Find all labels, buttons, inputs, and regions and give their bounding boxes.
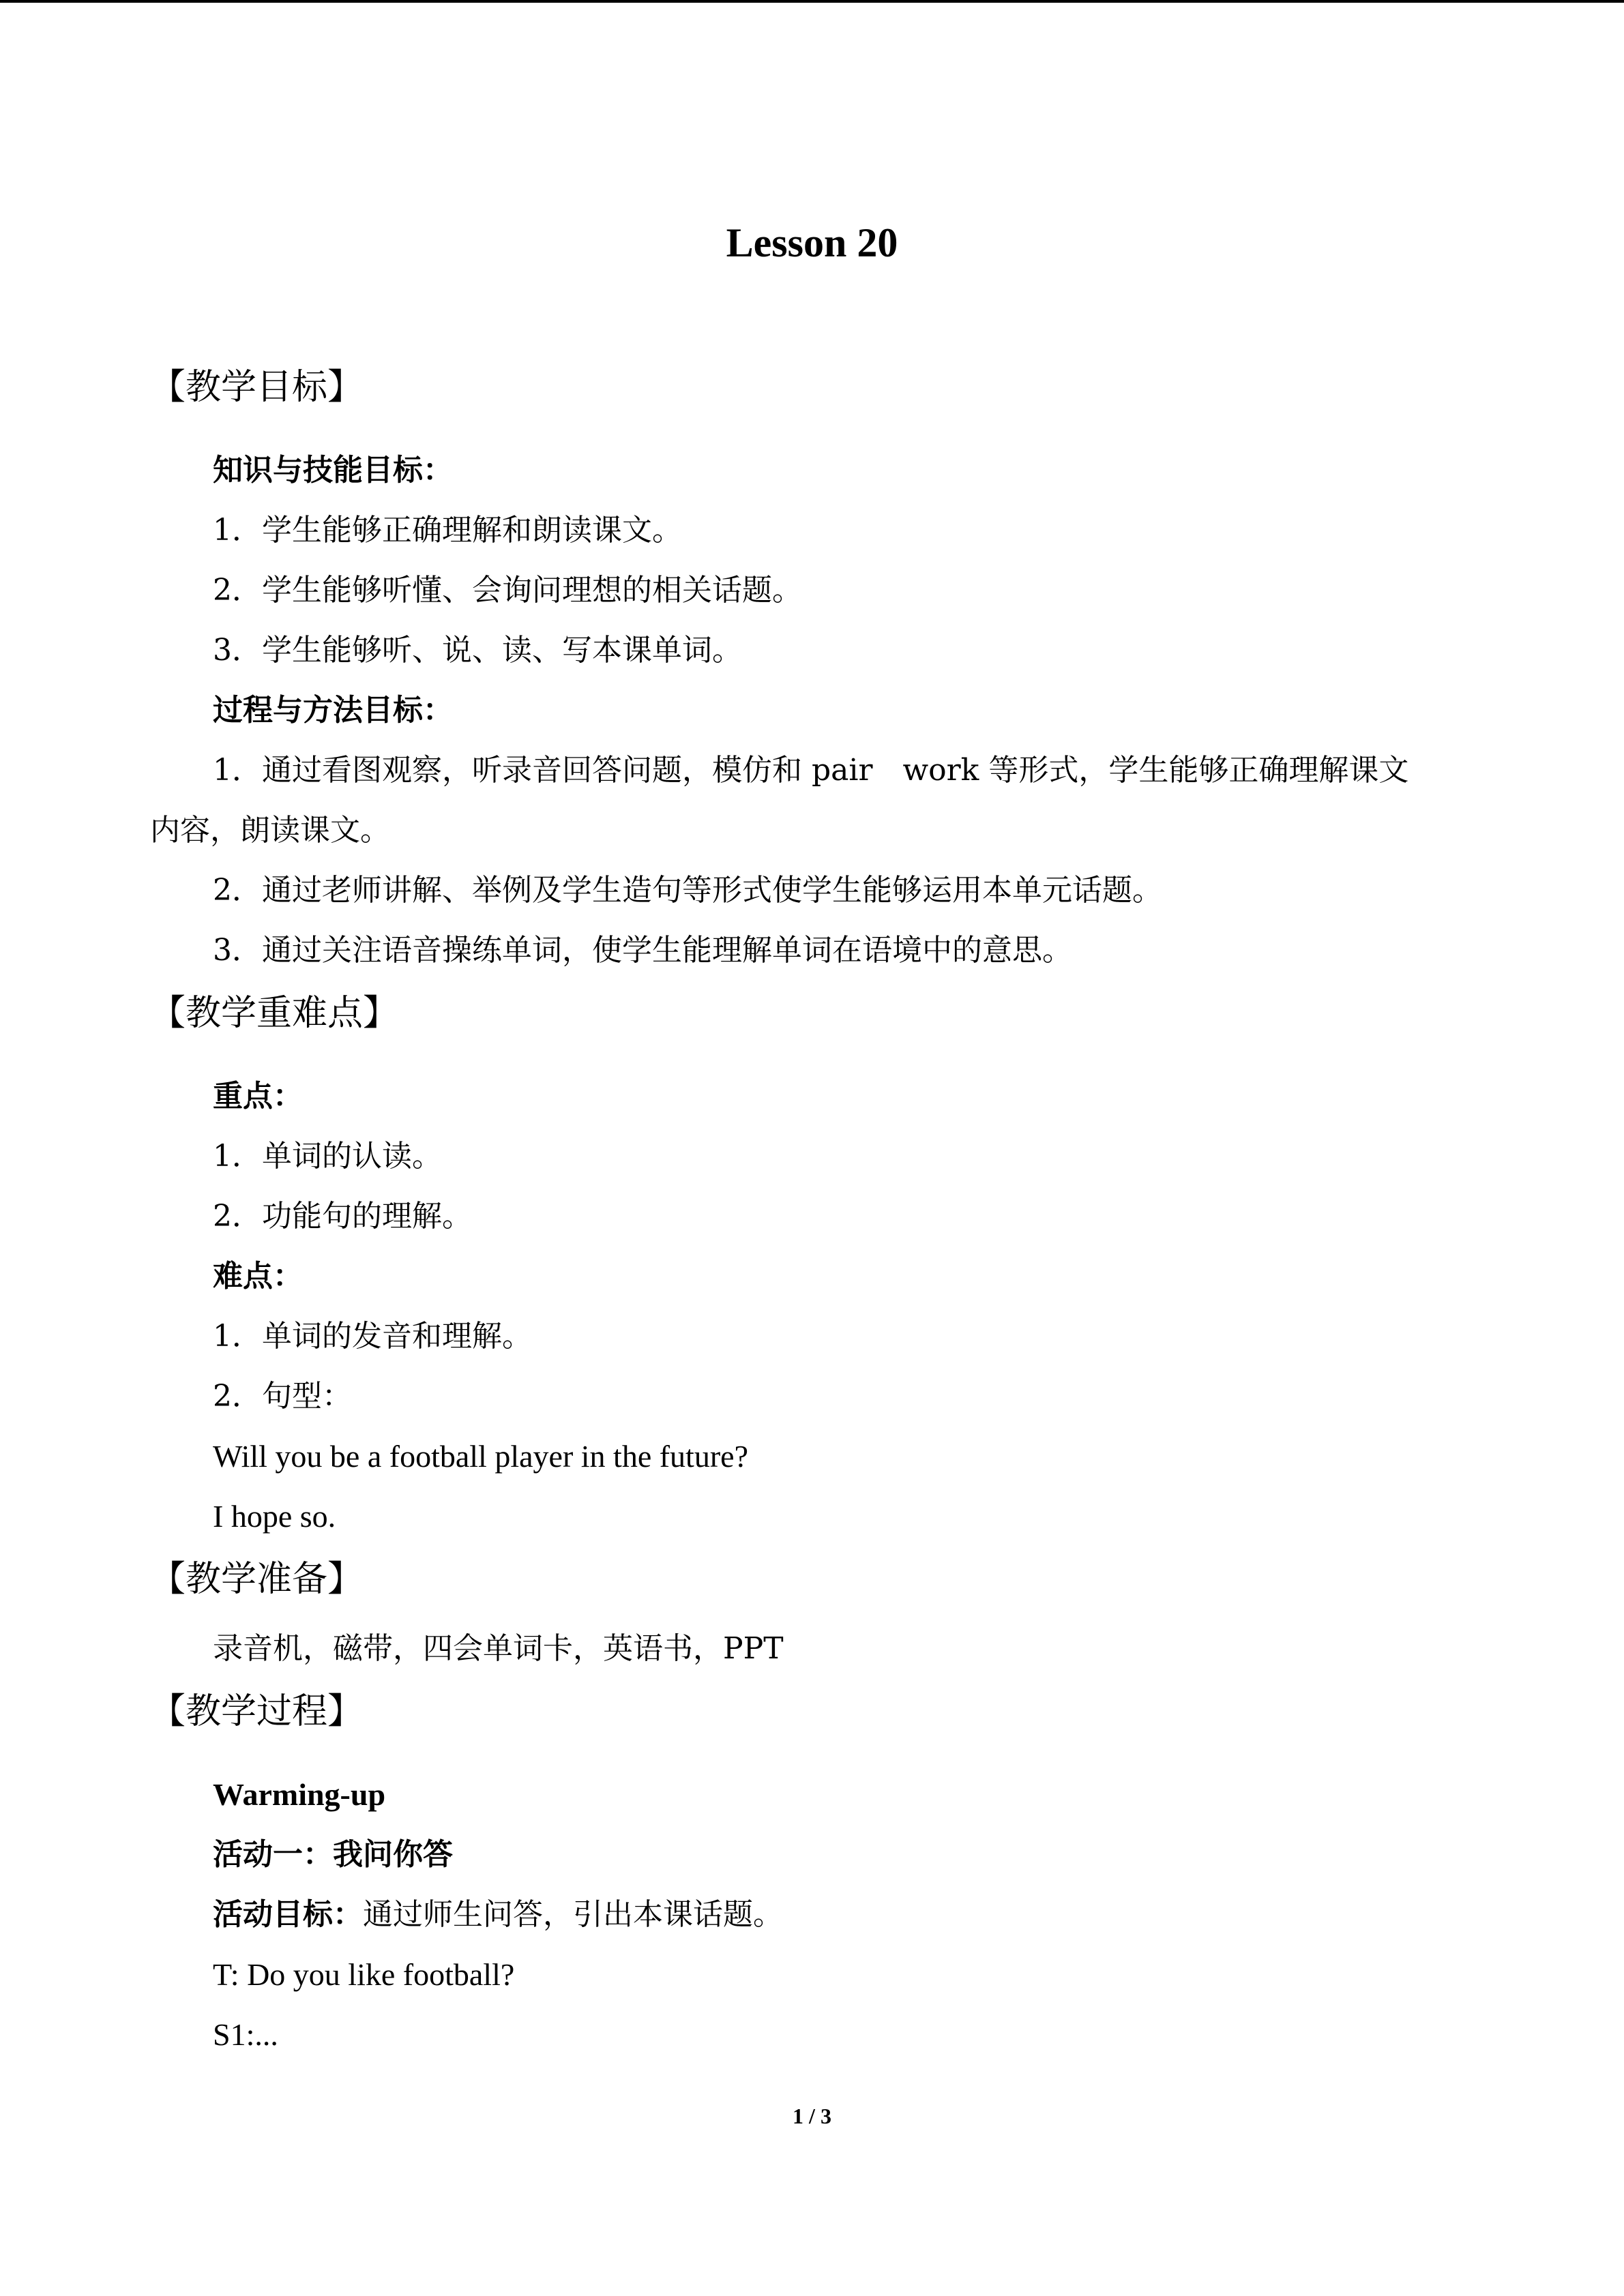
activity-goal-label: 活动目标： [213,1897,363,1932]
process-item-1-line-1: 1．通过看图观察，听录音回答问题，模仿和 pair work 等形式，学生能够正确理解课文 [213,753,1409,788]
preparation-materials: 录音机，磁带，四会单词卡，英语书，PPT [213,1631,784,1666]
knowledge-item-3: 3．学生能够听、说、读、写本课单词。 [213,633,742,668]
knowledge-label: 知识与技能目标： [213,453,453,488]
document-title: Lesson 20 [726,220,898,265]
knowledge-item-1: 1．学生能够正确理解和朗读课文。 [213,513,682,548]
activity-title: 活动一：我问你答 [213,1837,453,1872]
section-heading-key-points: 【教学重难点】 [150,993,399,1034]
process-item-2: 2．通过老师讲解、举例及学生造句等形式使学生能够运用本单元话题。 [213,873,1162,908]
section-heading-objectives: 【教学目标】 [150,367,364,408]
section-heading-procedure: 【教学过程】 [150,1691,364,1732]
knowledge-item-2: 2．学生能够听懂、会询问理想的相关话题。 [213,573,802,608]
sentence-pattern-2: I hope so. [213,1499,336,1534]
stage-title: Warming-up [213,1777,386,1812]
top-border-line [0,0,1624,3]
page-indicator: 1 / 3 [793,2104,831,2128]
activity-goal [150,1885,1483,1945]
dialog-line-1: T: Do you like football? [213,1957,515,1992]
activity-goal-text: 通过师生问答，引出本课话题。 [363,1897,783,1932]
document-body [150,355,1483,2065]
difficult-label: 难点： [213,1259,303,1294]
process-item-1-line-2: 内容，朗读课文。 [150,813,390,848]
key-item-1: 1．单词的认读。 [213,1139,442,1174]
key-item-2: 2．功能句的理解。 [213,1199,472,1234]
section-heading-preparation: 【教学准备】 [150,1559,364,1600]
dialog-line-2: S1:... [213,2017,278,2052]
sentence-pattern-1: Will you be a football player in the future? [213,1439,748,1474]
difficult-item-2: 2．句型： [213,1379,352,1414]
key-label: 重点： [213,1079,303,1114]
difficult-item-1: 1．单词的发音和理解。 [213,1319,532,1354]
process-label: 过程与方法目标： [213,693,453,728]
process-item-3: 3．通过关注语音操练单词，使学生能理解单词在语境中的意思。 [213,933,1072,968]
